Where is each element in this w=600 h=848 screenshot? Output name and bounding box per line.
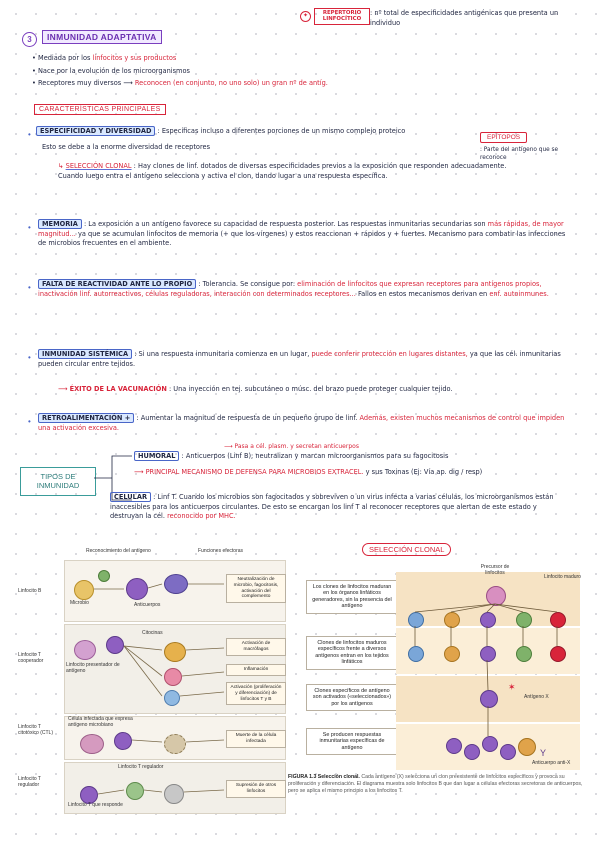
bullet-list bbox=[32, 54, 572, 89]
clonal-label: SELECCIÓN CLONAL bbox=[65, 162, 132, 170]
effect-box-macrophage: Activación de macrófagos bbox=[226, 638, 286, 656]
self-tolerance-block: FALTA DE REACTIVIDAD ANTE LO PROPIO : Tolerancia. Se consigue por: eliminación de linfocitos que expresan receptores para antígenos propios, inactivación linf. autorreactivos, células reguladoras, interacción con determinados receptores... Fallos en estos mecanismos derivan en enf. autoinmunes. bbox=[38, 280, 549, 298]
antibodies-label: Anticuerpos bbox=[134, 602, 161, 608]
humoral-label: HUMORAL bbox=[134, 451, 179, 461]
antibody-label: Anticuerpo anti-X bbox=[532, 760, 571, 766]
memory-block: MEMORIA : La exposición a un antígeno favorece su capacidad de respuesta posterior. Las respuestas inmunitarias secundarias son más rápidas, de mayor magnitud... ya que se acumulan linfocitos de memoria (+ que los vírgenes) y estos reaccionan + rápidos y + fuertes. Mecanismo para combatir las infecciones de microbios frecuentes en el ambiente. bbox=[38, 220, 566, 248]
section-number-badge bbox=[22, 32, 37, 47]
clonal-step-3: Clones específicos de antígeno son activados («seleccionados») por los antígenos bbox=[306, 684, 398, 711]
figure-right bbox=[288, 560, 588, 822]
specificity-block: ESPECIFICIDAD Y DIVERSIDAD : Específicas incluso a diferentes porciones de un mismo complejo proteico bbox=[36, 127, 476, 137]
bullet-dot-icon: • bbox=[28, 283, 31, 292]
repertoire-label: REPERTORIO LINFOCÍTICO bbox=[314, 8, 370, 25]
effect-box-inflammation: Inflamación bbox=[226, 664, 286, 676]
antigen-icon: ✶ bbox=[508, 682, 516, 692]
bullet-dot-icon: • bbox=[28, 130, 31, 139]
infected-cell-label: Célula infectada que expresa antígeno microbiano bbox=[68, 716, 133, 729]
cellular-block: CELULAR : Linf T. Cuando los microbios son fagocitados y sobreviven o un virus infecta a varias células, los microorganismos están inaccesibles para los anticuerpos circulantes. De esto se encargan los linf T al reconocer receptores que alertan de este estado y destruyan la cél. reconocido por MHC. bbox=[110, 493, 554, 521]
effect-box-activation: Activación (proliferación y diferenciación) de linfocitos T y B bbox=[226, 682, 286, 705]
col-effector: Funciones efectoras bbox=[198, 548, 244, 554]
memory-label: MEMORIA bbox=[38, 219, 82, 229]
epitopes-text: : Parte del antígeno que se reconoce bbox=[480, 147, 559, 162]
bullet-dot-icon: • bbox=[28, 223, 31, 232]
bullet-item: • Receptores muy diversos ⟶ Reconocen (en conjunto, no uno solo) un gran nº de antíg. bbox=[32, 79, 328, 88]
figure-left-arrows bbox=[14, 548, 286, 816]
characteristics-title: CARACTERÍSTICAS PRINCIPALES bbox=[34, 104, 166, 115]
feedback-block: RETROALIMENTACIÓN + : Aumentar la magnitud de respuesta de un pequeño grupo de linf. Además, existen muchos mecanismos de control que impiden una activación excesiva. bbox=[38, 414, 565, 432]
epitopes-label: EPÍTOPOS bbox=[480, 132, 527, 143]
feedback-label: RETROALIMENTACIÓN + bbox=[38, 413, 134, 423]
treg-sub-label: Linfocito T regulador bbox=[118, 764, 164, 770]
systemic-block: INMUNIDAD SISTÉMICA : Si una respuesta inmunitaria comienza en un lugar, puede conferir protección en lugares distantes, ya que las cél. inmunitarias pueden circular entre tejidos. bbox=[38, 350, 561, 368]
figure-caption: FIGURA 1.3 Selección clonal. Cada antígeno (X) selecciona un clon preexistente de linfocitos específicos y provoca su proliferación y diferenciación. El diagrama muestra solo linfocitos B que dan lugar a células efectoras secretoras de anticuerpos, pero se aplica el mismo principio a los linfocitos T. bbox=[288, 774, 583, 794]
col-recognition: Reconocimiento del antígeno bbox=[86, 548, 151, 554]
specificity-text-2: Esto se debe a la enorme diversidad de receptores bbox=[42, 143, 210, 151]
responding-t-label: Linfocito T que responde bbox=[68, 802, 123, 808]
systemic-label: INMUNIDAD SISTÉMICA bbox=[38, 349, 132, 359]
antibody-icon: Y bbox=[540, 748, 547, 758]
mature-label: Linfocito maduro bbox=[544, 574, 581, 580]
types-label: TIPOS DE INMUNIDAD bbox=[20, 467, 96, 496]
clonal-step-2: Clones de linfocitos maduros específicos frente a diversos antígenos entran en los tejidos linfáticos bbox=[306, 636, 398, 670]
vaccine-block: ⟶ ÉXITO DE LA VACUNACIÓN : Una inyección en tej. subcutáneo o músc. del brazo puede proteger cualquier tejido. bbox=[58, 385, 453, 393]
specificity-label: ESPECIFICIDAD Y DIVERSIDAD bbox=[36, 126, 155, 136]
cytokines-label: Citocinas bbox=[142, 630, 163, 636]
bullet-item: • Nace por la evolución de los microorganismos bbox=[32, 66, 190, 75]
vaccine-label: ÉXITO DE LA VACUNACIÓN bbox=[69, 385, 167, 393]
repertoire-text: : nº total de especificidades antigénicas que presenta un individuo bbox=[370, 9, 559, 27]
humoral-block: HUMORAL : Anticuerpos (Linf B); neutralizan y marcan microorganismos para su fagocitosis bbox=[134, 452, 574, 462]
row-label-b: Linfocito B bbox=[18, 588, 42, 594]
antigen-label: Antígeno X bbox=[524, 694, 549, 700]
figure-left bbox=[14, 548, 286, 816]
bullet-item: • Mediada por los linfocitos y sus productos bbox=[32, 54, 177, 62]
effect-box-death: Muerte de la célula infectada bbox=[226, 730, 286, 748]
arrow-icon: ⟶ bbox=[134, 468, 144, 476]
arrow-icon: ↳ bbox=[58, 162, 64, 170]
humoral-note: ⟶ Pasa a cél. plasm. y secretan anticuerpos bbox=[224, 443, 359, 450]
repertoire-badge-icon: ✦ bbox=[300, 11, 311, 22]
bullet-dot-icon: • bbox=[28, 353, 31, 362]
section-title: INMUNIDAD ADAPTATIVA bbox=[42, 30, 162, 44]
clonal-selection-block: ↳ SELECCIÓN CLONAL : Hay clones de linf. dotados de diversas especificidades previos a la exposición que responden adecuadamente. Cuando luego entra el antígeno selecciona y activa el clon, dando lugar a una respuesta específica. bbox=[58, 162, 507, 180]
effect-box-neutralization: Neutralización de microbio, fagocitosis, activación del complemento bbox=[226, 574, 286, 603]
row-label-ctl: Linfocito T citotóxico (CTL) bbox=[18, 724, 54, 737]
clonal-step-1: Los clones de linfocitos maduran en los órganos linfáticos generadores, sin la presencia del antígeno bbox=[306, 580, 398, 614]
clonal-figure-title: SELECCIÓN CLONAL bbox=[362, 543, 451, 556]
cellular-label: CELULAR bbox=[110, 492, 151, 502]
effect-box-suppression: Supresión de otros linfocitos bbox=[226, 780, 286, 798]
row-label-treg: Linfocito T regulador bbox=[18, 776, 41, 789]
clonal-step-4: Se producen respuestas inmunitarias específicas de antígeno bbox=[306, 728, 398, 755]
apc-label: Linfocito presentador de antígeno bbox=[66, 662, 120, 675]
row-label-th: Linfocito T cooperador bbox=[18, 652, 44, 665]
section-number: 3 bbox=[27, 35, 32, 44]
microbe-label: Microbio bbox=[70, 600, 89, 606]
self-tolerance-label: FALTA DE REACTIVIDAD ANTE LO PROPIO bbox=[38, 279, 196, 289]
bullet-dot-icon: • bbox=[28, 417, 31, 426]
humoral-red-block: ⟶ PRINCIPAL MECANISMO DE DEFENSA PARA MICROBIOS EXTRACEL. y sus Toxinas (Ej: Vía ap. dig / resp) bbox=[134, 468, 483, 476]
arrow-icon: ⟶ bbox=[58, 385, 68, 393]
arrow-icon: ⟶ bbox=[123, 79, 133, 88]
precursor-label: Precursor de linfocitos bbox=[480, 564, 510, 577]
